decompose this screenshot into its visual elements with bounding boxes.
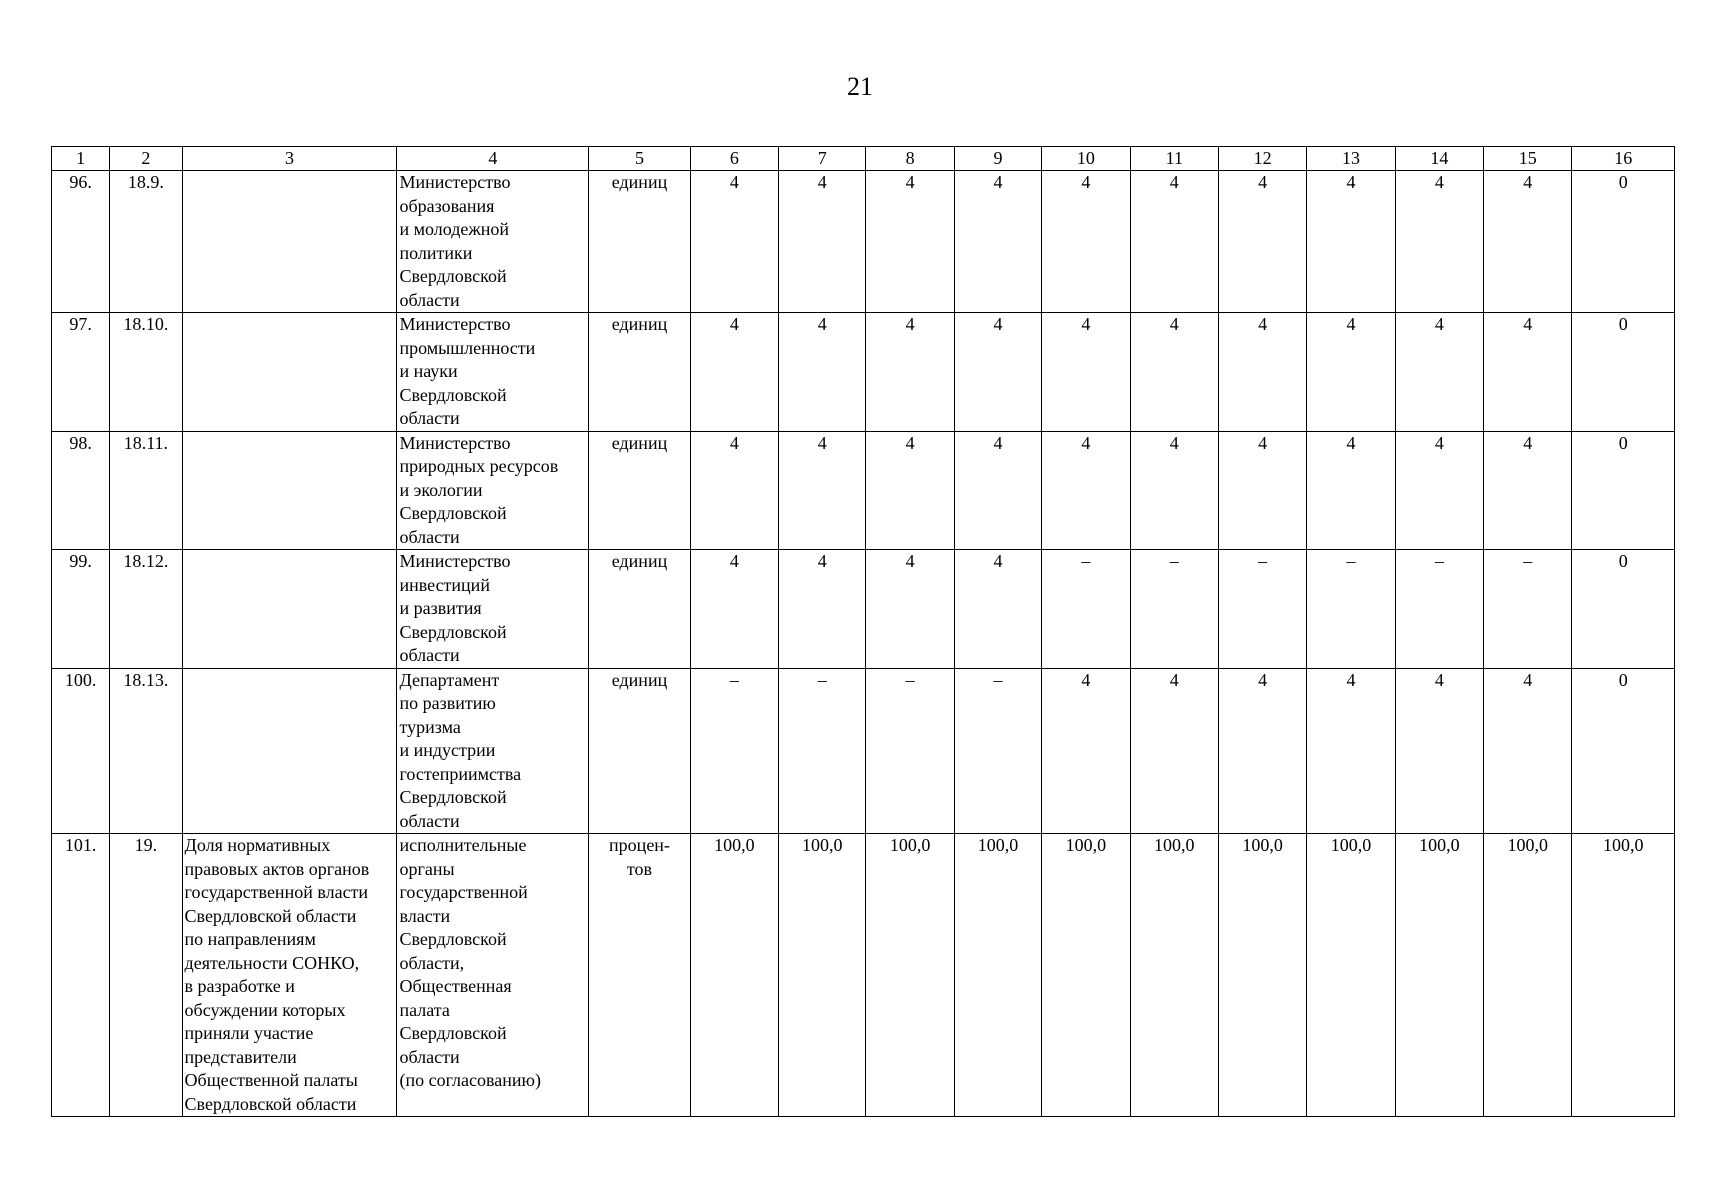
executor-line: гостеприимства xyxy=(399,763,522,784)
executor-line: государственной xyxy=(399,882,528,902)
executor-line: области, xyxy=(399,952,465,973)
value-cell: 4 xyxy=(866,431,954,550)
column-header: 2 xyxy=(110,147,182,171)
indicator-name-line: деятельности СОНКО, xyxy=(184,952,360,973)
value-cell: 4 xyxy=(1130,171,1218,313)
executor-line: природных ресурсов xyxy=(399,456,559,476)
unit-cell xyxy=(589,171,690,313)
unit-line: процен- xyxy=(609,835,670,855)
indicator-name-line: правовых актов органов xyxy=(184,858,370,879)
table-row xyxy=(52,431,1675,550)
indicator-name-line: Свердловской области xyxy=(184,905,357,926)
indicator-name-line: Свердловской области xyxy=(184,1093,357,1114)
value-cell: – xyxy=(1130,550,1218,669)
value-cell: 4 xyxy=(954,171,1041,313)
value-cell: 100,0 xyxy=(1484,834,1572,1117)
unit-cell xyxy=(589,834,690,1117)
value-cell: 100,0 xyxy=(866,834,954,1117)
value-cell: 4 xyxy=(779,171,866,313)
executor-line: инвестиций xyxy=(399,574,490,595)
value-cell: 4 xyxy=(779,431,866,550)
indicator-name-line: государственной власти xyxy=(184,882,369,902)
value-cell: 4 xyxy=(954,550,1041,669)
value-cell: 4 xyxy=(1307,431,1395,550)
executor-line: образования xyxy=(399,195,495,216)
row-number-cell: 98. xyxy=(52,431,110,550)
value-cell: 4 xyxy=(779,313,866,432)
value-cell: 4 xyxy=(1042,431,1130,550)
row-code-cell: 18.12. xyxy=(110,550,182,669)
value-cell: 4 xyxy=(1307,313,1395,432)
unit-cell xyxy=(589,431,690,550)
row-number-cell: 99. xyxy=(52,550,110,669)
value-cell: 100,0 xyxy=(1130,834,1218,1117)
value-cell: 4 xyxy=(1307,668,1395,834)
indicator-name-line: обсуждении которых xyxy=(184,999,346,1020)
value-cell: 4 xyxy=(954,313,1041,432)
executor-line: Министерство xyxy=(399,314,511,334)
column-header: 11 xyxy=(1130,147,1218,171)
executor-line: и развития xyxy=(399,598,482,618)
value-cell: 100,0 xyxy=(1395,834,1483,1117)
unit-cell xyxy=(589,668,690,834)
row-code-cell: 19. xyxy=(110,834,182,1117)
value-cell: 4 xyxy=(1042,171,1130,313)
value-cell: 4 xyxy=(1042,313,1130,432)
indicator-name-cell xyxy=(182,550,397,669)
value-cell: 4 xyxy=(1307,171,1395,313)
value-cell: 4 xyxy=(1395,171,1483,313)
row-code-cell: 18.13. xyxy=(110,668,182,834)
value-cell: 4 xyxy=(1395,668,1483,834)
executor-line: и индустрии xyxy=(399,740,496,760)
indicator-name-cell xyxy=(182,431,397,550)
unit-line: единиц xyxy=(611,551,668,571)
indicator-name-cell xyxy=(182,668,397,834)
executor-line: палата xyxy=(399,999,450,1020)
value-cell: 4 xyxy=(1042,668,1130,834)
row-number-cell: 101. xyxy=(52,834,110,1117)
executor-line: Свердловской xyxy=(399,929,507,949)
row-code-cell: 18.11. xyxy=(110,431,182,550)
unit-line: единиц xyxy=(611,314,668,334)
executor-line: (по согласованию) xyxy=(399,1070,541,1090)
executor-line: и экологии xyxy=(399,479,483,500)
value-cell: 4 xyxy=(1395,313,1483,432)
executor-cell xyxy=(397,834,589,1117)
value-cell: 0 xyxy=(1572,550,1675,669)
value-cell: – xyxy=(954,668,1041,834)
executor-line: и науки xyxy=(399,361,458,381)
executor-cell xyxy=(397,550,589,669)
value-cell: 0 xyxy=(1572,431,1675,550)
value-cell: – xyxy=(1307,550,1395,669)
executor-line: Свердловской xyxy=(399,621,507,642)
value-cell: 4 xyxy=(866,313,954,432)
value-cell: 4 xyxy=(1218,313,1306,432)
value-cell: 100,0 xyxy=(1307,834,1395,1117)
page-number: 21 xyxy=(847,72,873,101)
executor-line: Общественная xyxy=(399,976,512,996)
column-number-header-row xyxy=(52,147,1675,171)
executor-cell xyxy=(397,431,589,550)
indicators-table xyxy=(51,146,1675,1117)
column-header: 10 xyxy=(1042,147,1130,171)
executor-line: по развитию xyxy=(399,693,496,713)
value-cell: 4 xyxy=(1484,431,1572,550)
column-header: 16 xyxy=(1572,147,1675,171)
value-cell: – xyxy=(1395,550,1483,669)
column-header: 7 xyxy=(779,147,866,171)
row-number-cell: 97. xyxy=(52,313,110,432)
value-cell: 100,0 xyxy=(954,834,1041,1117)
value-cell: – xyxy=(690,668,778,834)
executor-line: Свердловской xyxy=(399,503,507,523)
executor-line: органы xyxy=(399,858,455,879)
value-cell: 4 xyxy=(1130,668,1218,834)
indicator-name-cell xyxy=(182,834,397,1117)
indicator-name-cell xyxy=(182,313,397,432)
unit-line: единиц xyxy=(611,432,668,453)
executor-line: области xyxy=(399,810,460,831)
value-cell: 4 xyxy=(1218,171,1306,313)
executor-line: области xyxy=(399,408,460,428)
executor-line: промышленности xyxy=(399,337,536,358)
column-header: 5 xyxy=(589,147,690,171)
column-header: 6 xyxy=(690,147,778,171)
value-cell: 4 xyxy=(1130,313,1218,432)
executor-cell xyxy=(397,171,589,313)
value-cell: 4 xyxy=(1130,431,1218,550)
column-header: 15 xyxy=(1484,147,1572,171)
value-cell: 100,0 xyxy=(1572,834,1675,1117)
value-cell: 100,0 xyxy=(690,834,778,1117)
value-cell: 4 xyxy=(1484,668,1572,834)
executor-line: Свердловской xyxy=(399,1023,507,1043)
row-number-cell: 100. xyxy=(52,668,110,834)
value-cell: 4 xyxy=(690,550,778,669)
unit-cell xyxy=(589,313,690,432)
column-header: 3 xyxy=(182,147,397,171)
value-cell: 4 xyxy=(1218,431,1306,550)
value-cell: 100,0 xyxy=(779,834,866,1117)
executor-cell xyxy=(397,313,589,432)
value-cell: – xyxy=(1484,550,1572,669)
executor-line: области xyxy=(399,1046,460,1067)
executor-line: Свердловской xyxy=(399,266,507,286)
table-row xyxy=(52,550,1675,669)
value-cell: 0 xyxy=(1572,313,1675,432)
executor-cell xyxy=(397,668,589,834)
indicator-name-cell xyxy=(182,171,397,313)
executor-line: и молодежной xyxy=(399,219,510,239)
table-row xyxy=(52,834,1675,1117)
table-row xyxy=(52,668,1675,834)
indicator-name-line: представители xyxy=(184,1046,297,1067)
value-cell: 4 xyxy=(690,171,778,313)
unit-line: единиц xyxy=(611,669,668,690)
value-cell: 4 xyxy=(954,431,1041,550)
indicator-name-line: по направлениям xyxy=(184,929,316,949)
value-cell: – xyxy=(1042,550,1130,669)
indicator-name-line: Доля нормативных xyxy=(184,835,331,855)
column-header: 14 xyxy=(1395,147,1483,171)
executor-line: Свердловской xyxy=(399,787,507,807)
value-cell: 4 xyxy=(866,171,954,313)
value-cell: 4 xyxy=(1218,668,1306,834)
value-cell: 4 xyxy=(779,550,866,669)
executor-line: области xyxy=(399,289,460,310)
value-cell: – xyxy=(779,668,866,834)
value-cell: 4 xyxy=(866,550,954,669)
column-header: 12 xyxy=(1218,147,1306,171)
row-number-cell: 96. xyxy=(52,171,110,313)
executor-line: области xyxy=(399,645,460,665)
indicator-name-line: в разработке и xyxy=(184,976,295,996)
executor-line: Министерство xyxy=(399,172,511,192)
unit-line: тов xyxy=(626,858,653,879)
executor-line: власти xyxy=(399,905,451,926)
unit-line: единиц xyxy=(611,172,668,192)
value-cell: 0 xyxy=(1572,171,1675,313)
value-cell: – xyxy=(1218,550,1306,669)
value-cell: 0 xyxy=(1572,668,1675,834)
executor-line: Департамент xyxy=(399,669,500,690)
executor-line: Министерство xyxy=(399,432,511,453)
indicator-name-line: приняли участие xyxy=(184,1023,314,1043)
executor-line: туризма xyxy=(399,716,461,737)
value-cell: 100,0 xyxy=(1218,834,1306,1117)
value-cell: 4 xyxy=(690,431,778,550)
unit-cell xyxy=(589,550,690,669)
value-cell: 4 xyxy=(1395,431,1483,550)
value-cell: 100,0 xyxy=(1042,834,1130,1117)
value-cell: 4 xyxy=(690,313,778,432)
executor-line: Свердловской xyxy=(399,384,507,405)
column-header: 8 xyxy=(866,147,954,171)
column-header: 1 xyxy=(52,147,110,171)
executor-line: области xyxy=(399,526,460,547)
indicator-name-line: Общественной палаты xyxy=(184,1070,358,1090)
value-cell: – xyxy=(866,668,954,834)
executor-line: Министерство xyxy=(399,551,511,571)
column-header: 9 xyxy=(954,147,1041,171)
table-row xyxy=(52,171,1675,313)
column-header: 4 xyxy=(397,147,589,171)
row-code-cell: 18.10. xyxy=(110,313,182,432)
column-header: 13 xyxy=(1307,147,1395,171)
table-row xyxy=(52,313,1675,432)
value-cell: 4 xyxy=(1484,313,1572,432)
executor-line: политики xyxy=(399,242,473,263)
executor-line: исполнительные xyxy=(399,835,527,855)
value-cell: 4 xyxy=(1484,171,1572,313)
row-code-cell: 18.9. xyxy=(110,171,182,313)
